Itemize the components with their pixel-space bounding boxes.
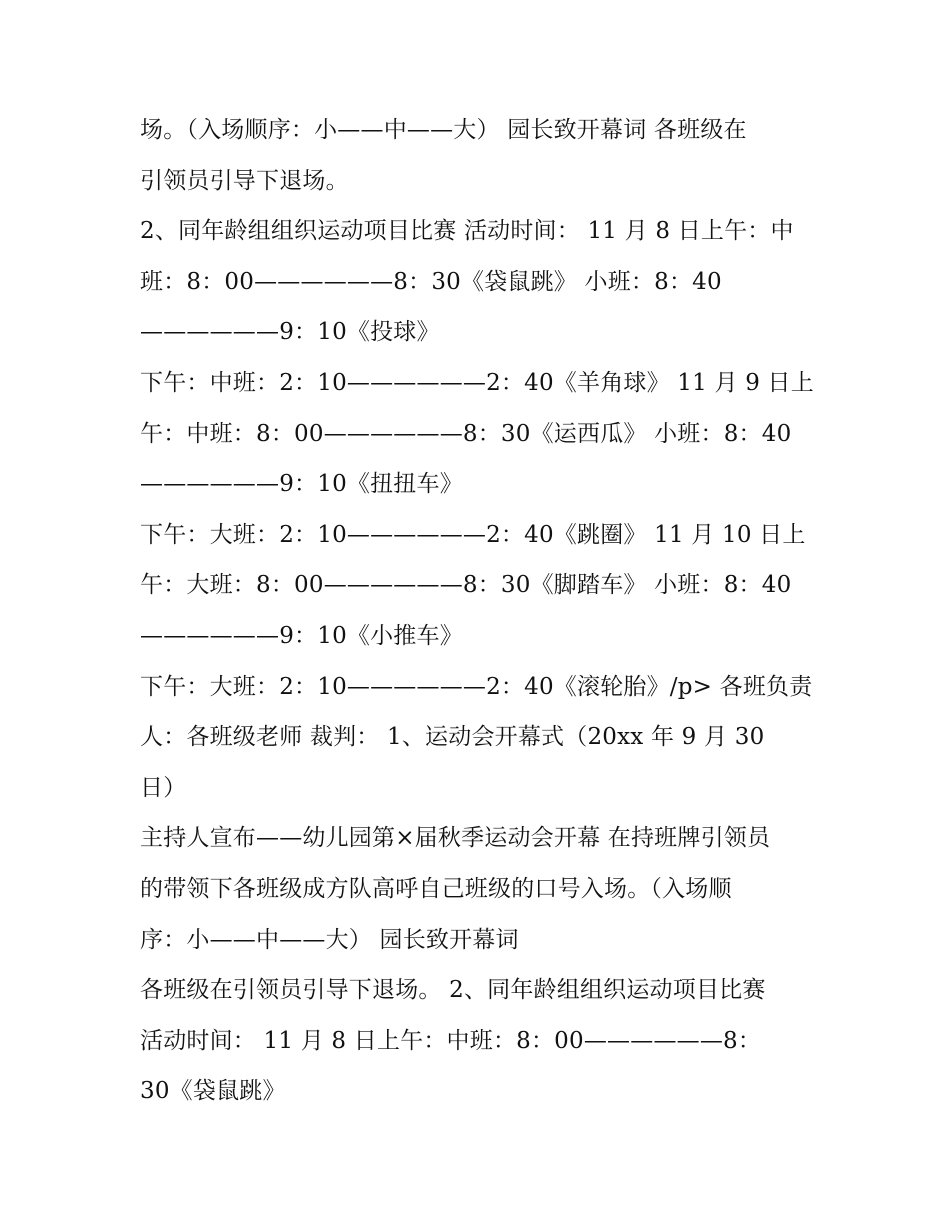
- text-line: 活动时间： 11 月 8 日上午：中班：8：00——————8：: [140, 1027, 762, 1054]
- text-line: 下午：中班：2：10——————2：40《羊角球》 11 月 9 日上: [140, 369, 814, 396]
- text-line: ——————9：10《小推车》: [140, 622, 463, 649]
- text-line: 日）: [140, 774, 187, 801]
- text-line: 2、同年龄组组织运动项目比赛 活动时间： 11 月 8 日上午：中: [140, 218, 794, 245]
- text-line: 30《袋鼠跳》: [140, 1078, 286, 1105]
- text-line: 主持人宣布——幼儿园第×届秋季运动会开幕 在持班牌引领员: [140, 825, 771, 852]
- text-line: 午：大班：8：00——————8：30《脚踏车》 小班：8：40: [140, 572, 792, 599]
- text-line: 午：中班：8：00——————8：30《运西瓜》 小班：8：40: [140, 420, 792, 447]
- text-line: 各班级在引领员引导下退场。 2、同年龄组组织运动项目比赛: [140, 977, 766, 1004]
- text-line: 引领员引导下退场。: [140, 167, 349, 194]
- text-line: 人：各班级老师 裁判： 1、运动会开幕式（20xx 年 9 月 30: [140, 724, 765, 751]
- text-line: 序：小——中——大） 园长致开幕词: [140, 926, 519, 953]
- text-line: ——————9：10《扭扭车》: [140, 471, 463, 498]
- text-line: 的带领下各班级成方队高呼自己班级的口号入场。（入场顺: [140, 875, 732, 902]
- text-line: ——————9：10《投球》: [140, 319, 440, 346]
- text-line: 下午：大班：2：10——————2：40《跳圈》 11 月 10 日上: [140, 521, 806, 548]
- document-body: [140, 105, 820, 1117]
- text-line: 下午：大班：2：10——————2：40《滚轮胎》/p> 各班负责: [140, 673, 813, 700]
- text-line: 班：8：00——————8：30《袋鼠跳》 小班：8：40: [140, 268, 722, 295]
- text-line: 场。（入场顺序：小——中——大） 园长致开幕词 各班级在: [140, 117, 747, 143]
